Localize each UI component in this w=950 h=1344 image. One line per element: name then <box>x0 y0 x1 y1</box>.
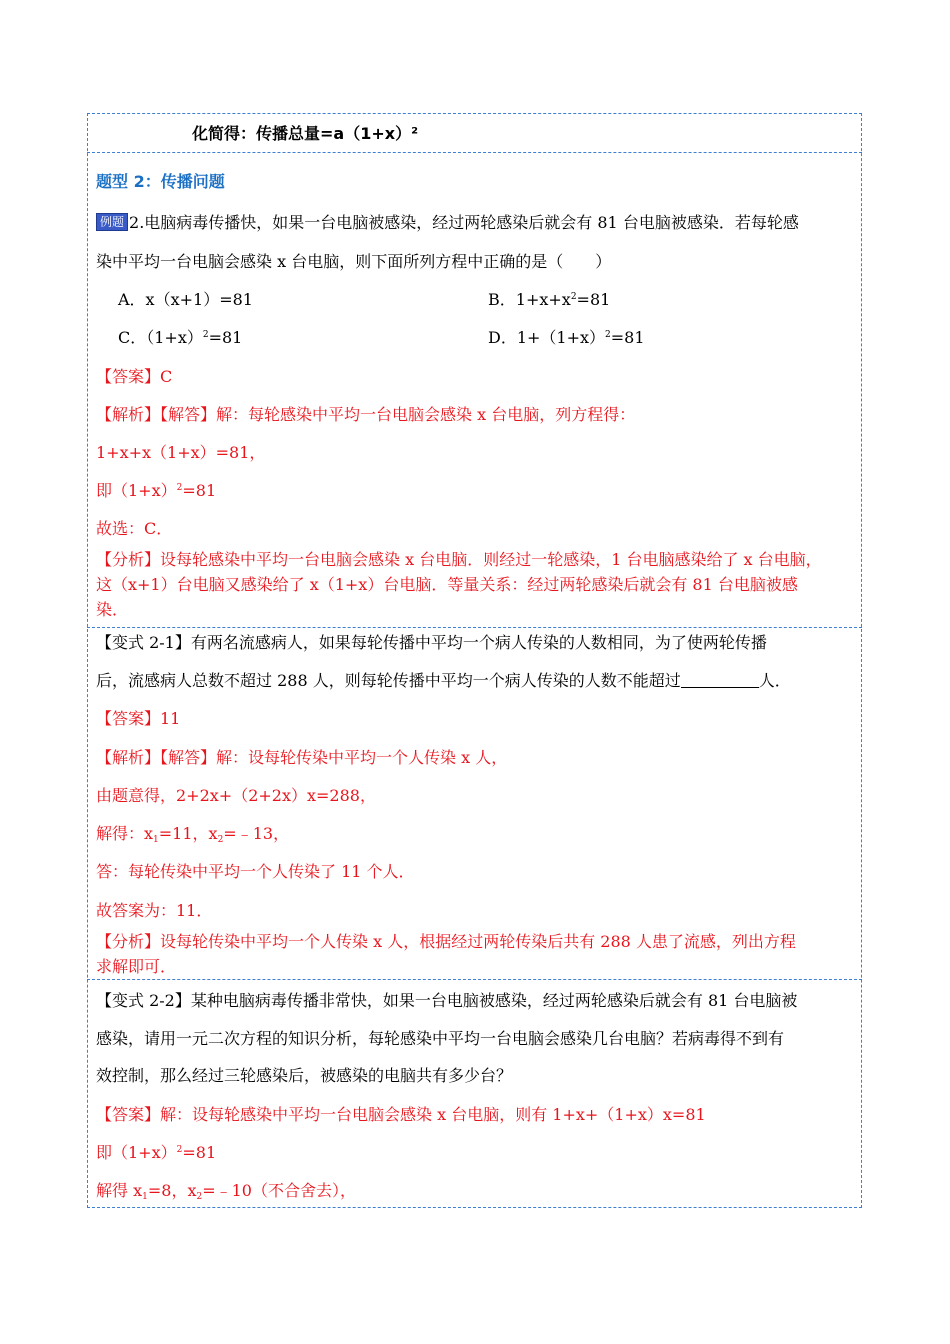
answer-blank <box>681 671 759 688</box>
option-b: B．$1+x+x^2=81$ <box>488 290 611 309</box>
analysis-line: 这（x+1）台电脑又感染给了 x（1+x）台电脑．等量关系：经过两轮感染后就会有 81 台电脑被感 <box>96 575 798 594</box>
section-title: 题型 2：传播问题 <box>96 172 225 191</box>
variant-question-line: 感染，请用一元二次方程的知识分析，每轮感染中平均一台电脑会感染几台电脑？若病毒得不到有 <box>96 1029 785 1048</box>
question-text: 2.电脑病毒传播快，如果一台电脑被感染，经过两轮感染后就会有 81 台电脑被感染．若每轮感 <box>129 213 799 232</box>
option-c: C．$(1+x)^2=81$ <box>118 328 243 347</box>
variant-question-line: 后，流感病人总数不超过 288 人，则每轮传播中平均一个病人传染的人数不能超过 人． <box>96 671 791 690</box>
answer: 【答案】解：设每轮感染中平均一台电脑会感染 x 台电脑，则有 1+x+（1+x）x=81 <box>96 1105 706 1124</box>
solution-line: 1+x+x（1+x）=81， <box>96 443 266 462</box>
solution-line: 答：每轮传染中平均一个人传染了 11 个人． <box>96 862 415 881</box>
solution-line: 解得 $x_1=8$，$x_2=﹣10$（不合舍去）， <box>96 1181 356 1202</box>
simplified-formula: 化简得：传播总量=a（1+x）² <box>192 124 419 143</box>
solution-line: 即$(1+x)^2=81$ <box>96 1143 217 1162</box>
divider <box>87 627 862 628</box>
option-d: D．$1+(1+x)^2=81$ <box>488 328 645 347</box>
solution-line: 故选：C． <box>96 519 173 538</box>
analysis-line: 求解即可． <box>96 957 177 976</box>
example-tag: 例题 <box>96 213 128 231</box>
analysis-line: 染． <box>96 600 129 619</box>
variant-question-line: 【变式 2-1】有两名流感病人，如果每轮传播中平均一个病人传染的人数相同，为了使两轮传播 <box>96 633 767 652</box>
analysis-line: 【分析】设每轮传染中平均一个人传染 x 人，根据经过两轮传染后共有 288 人患了流感，列出方程 <box>96 932 796 951</box>
divider <box>87 979 862 980</box>
variant-question-line: 【变式 2-2】某种电脑病毒传播非常快，如果一台电脑被感染，经过两轮感染后就会有 81 台电脑被 <box>96 991 798 1010</box>
solution-line: 即$(1+x)^2=81$ <box>96 481 217 500</box>
example-question-line <box>96 213 799 233</box>
solution-line: 由题意得，2+2x+（2+2x）x=288， <box>96 786 376 805</box>
solution-line: 解得：$x_1=11$，$x_2=﹣13$， <box>96 824 290 845</box>
solution-line: 【解析】【解答】解：设每轮传染中平均一个人传染 x 人， <box>96 748 508 767</box>
solution-line: 故答案为：11． <box>96 901 213 920</box>
analysis-line: 【分析】设每轮感染中平均一台电脑会感染 x 台电脑．则经过一轮感染，1 台电脑感染给了 x 台电脑， <box>96 550 822 569</box>
option-a: A．x（x+1）=81 <box>118 290 253 309</box>
divider <box>87 152 862 153</box>
answer: 【答案】C <box>96 367 173 386</box>
solution-line: 【解析】【解答】解：每轮感染中平均一台电脑会感染 x 台电脑，列方程得： <box>96 405 636 424</box>
variant-question-line: 效控制，那么经过三轮感染后，被感染的电脑共有多少台？ <box>96 1066 513 1085</box>
example-question-line: 染中平均一台电脑会感染 x 台电脑，则下面所列方程中正确的是（ ） <box>96 252 612 271</box>
answer: 【答案】11 <box>96 709 181 728</box>
